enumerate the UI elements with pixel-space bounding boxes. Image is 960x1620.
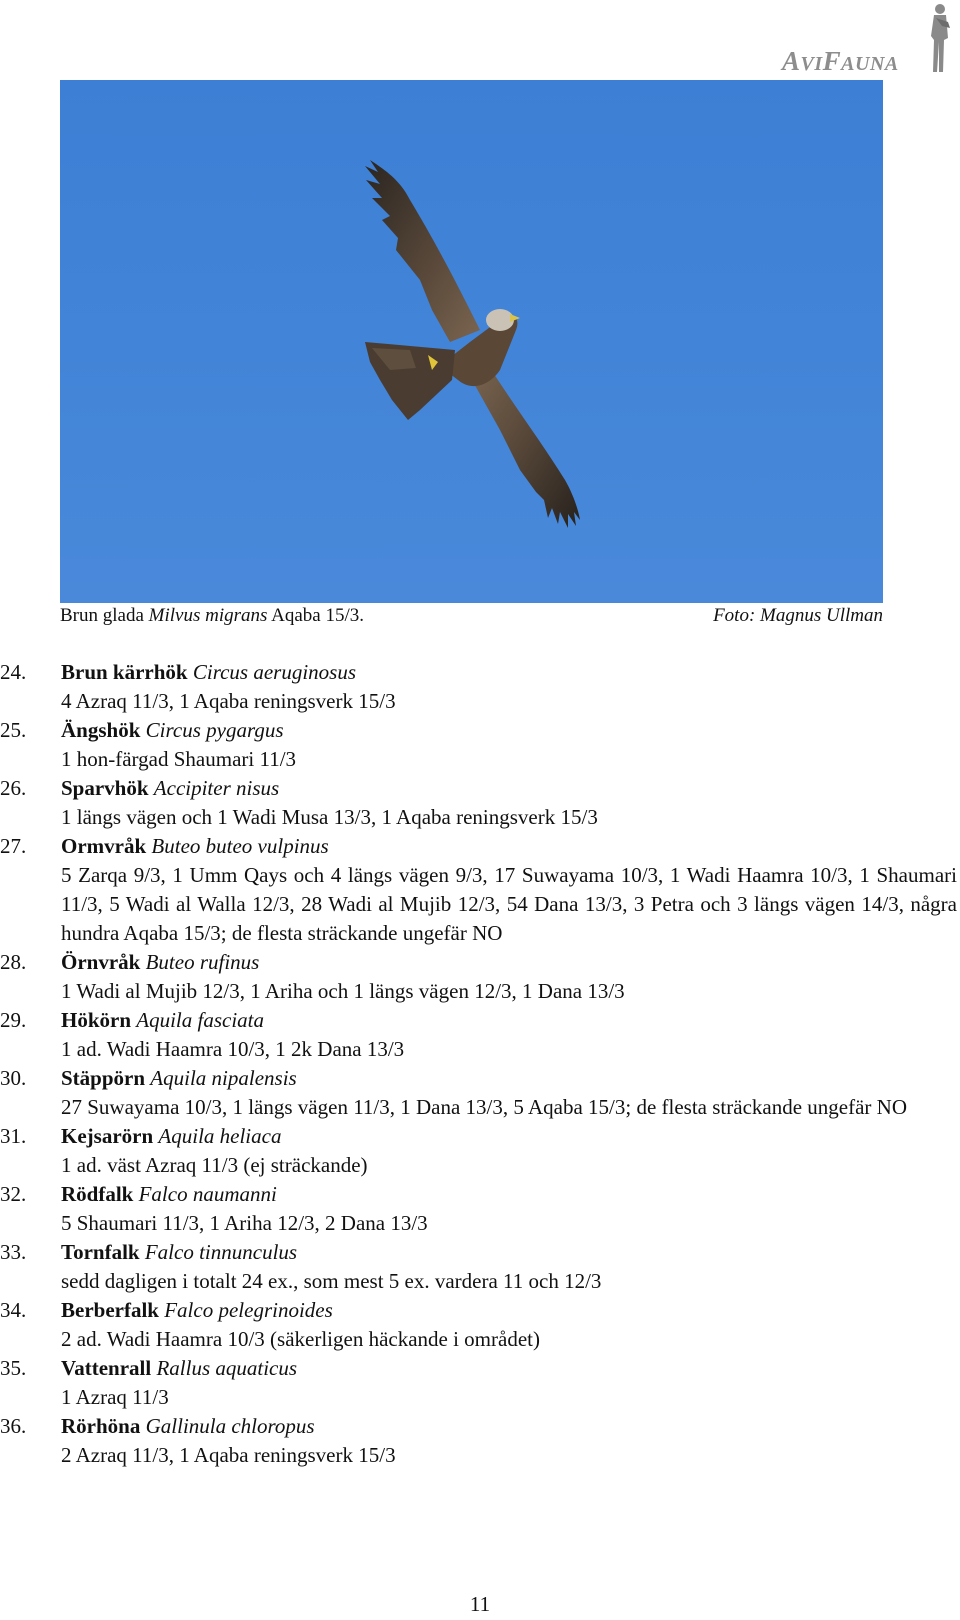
species-number: 36. <box>0 1414 27 1438</box>
birdwatcher-figure-icon <box>928 2 952 74</box>
species-body <box>61 1296 957 1354</box>
species-name: Tornfalk <box>61 1240 140 1264</box>
species-entry <box>0 832 960 948</box>
species-body <box>61 1412 957 1470</box>
species-name: Vattenrall <box>61 1356 152 1380</box>
species-number: 35. <box>0 1356 27 1380</box>
species-scientific-name: Aquila fasciata <box>136 1008 265 1032</box>
species-entry <box>0 658 960 716</box>
species-name: Sparvhök <box>61 776 149 800</box>
species-entry <box>0 948 960 1006</box>
species-scientific-name: Accipiter nisus <box>153 776 280 800</box>
species-name: Rödfalk <box>61 1182 134 1206</box>
caption-scientific-name: Milvus migrans <box>148 605 268 626</box>
species-number: 34. <box>0 1298 27 1322</box>
caption-text <box>60 604 364 628</box>
species-entry <box>0 1238 960 1296</box>
species-body <box>61 1354 957 1412</box>
species-number: 29. <box>0 1008 27 1032</box>
species-body <box>61 1238 957 1296</box>
species-body <box>61 658 957 716</box>
species-entry <box>0 716 960 774</box>
species-observations: sedd dagligen i totalt 24 ex., som mest 5 ex. vardera 11 och 12/3 <box>61 1269 602 1293</box>
species-scientific-name: Buteo rufinus <box>145 950 260 974</box>
species-entry <box>0 1180 960 1238</box>
logo-letter-f: F <box>822 46 842 76</box>
page-number: 11 <box>469 1592 491 1616</box>
species-body <box>61 774 957 832</box>
species-body <box>61 948 957 1006</box>
species-name: Berberfalk <box>61 1298 159 1322</box>
species-scientific-name: Gallinula chloropus <box>145 1414 315 1438</box>
species-observations: 1 Azraq 11/3 <box>61 1385 169 1409</box>
species-entry <box>0 1412 960 1470</box>
species-entry <box>0 1296 960 1354</box>
species-name: Hökörn <box>61 1008 132 1032</box>
photo-caption <box>60 604 883 628</box>
logo-letter-a: A <box>782 46 801 76</box>
species-observations: 5 Zarqa 9/3, 1 Umm Qays och 4 längs vägen 9/3, 17 Suwayama 10/3, 1 Wadi Haamra 10/3, 1 Shaumari 11/3, 5 Wadi al Walla 12/3, 28 Wadi al Mujib 12/3, 54 Dana 13/3, 3 Petra och 3 längs vägen 14/3, några hundra Aqaba 15/3; de flesta sträckande ungefär NO <box>61 863 957 945</box>
species-body <box>61 1180 957 1238</box>
species-scientific-name: Falco naumanni <box>138 1182 277 1206</box>
species-entry <box>0 774 960 832</box>
species-number: 30. <box>0 1066 27 1090</box>
species-name: Örnvråk <box>61 950 141 974</box>
species-name: Ormvråk <box>61 834 147 858</box>
species-body <box>61 1122 957 1180</box>
species-number: 26. <box>0 776 27 800</box>
species-entry <box>0 1064 960 1122</box>
species-observations: 1 ad. Wadi Haamra 10/3, 1 2k Dana 13/3 <box>61 1037 405 1061</box>
species-list <box>0 658 960 1470</box>
species-scientific-name: Falco pelegrinoides <box>164 1298 333 1322</box>
species-entry <box>0 1122 960 1180</box>
species-name: Stäppörn <box>61 1066 146 1090</box>
species-number: 28. <box>0 950 27 974</box>
caption-location: Aqaba 15/3. <box>267 605 364 626</box>
species-scientific-name: Rallus aquaticus <box>156 1356 298 1380</box>
flying-black-kite-photo <box>60 80 883 603</box>
species-observations: 1 längs vägen och 1 Wadi Musa 13/3, 1 Aqaba reningsverk 15/3 <box>61 805 598 829</box>
photo-credit: Foto: Magnus Ullman <box>713 605 883 626</box>
species-name: Ängshök <box>61 718 141 742</box>
species-observations: 27 Suwayama 10/3, 1 längs vägen 11/3, 1 Dana 13/3, 5 Aqaba 15/3; de flesta sträckande ungefär NO <box>61 1095 907 1119</box>
species-observations: 1 hon-färgad Shaumari 11/3 <box>61 747 297 771</box>
species-number: 27. <box>0 834 27 858</box>
species-observations: 1 Wadi al Mujib 12/3, 1 Ariha och 1 längs vägen 12/3, 1 Dana 13/3 <box>61 979 625 1003</box>
species-observations: 2 ad. Wadi Haamra 10/3 (säkerligen häckande i området) <box>61 1327 540 1351</box>
species-entry <box>0 1354 960 1412</box>
logo-letters-auna: AUNA <box>841 53 899 75</box>
species-entry <box>0 1006 960 1064</box>
species-name: Rörhöna <box>61 1414 141 1438</box>
species-number: 32. <box>0 1182 27 1206</box>
avifauna-logo <box>782 2 952 76</box>
species-number: 24. <box>0 660 27 684</box>
species-scientific-name: Aquila nipalensis <box>150 1066 297 1090</box>
species-body <box>61 1064 957 1122</box>
caption-common-name: Brun glada <box>60 605 149 626</box>
species-scientific-name: Aquila heliaca <box>158 1124 282 1148</box>
species-scientific-name: Falco tinnunculus <box>144 1240 298 1264</box>
species-scientific-name: Buteo buteo vulpinus <box>151 834 329 858</box>
species-observations: 4 Azraq 11/3, 1 Aqaba reningsverk 15/3 <box>61 689 396 713</box>
species-observations: 1 ad. väst Azraq 11/3 (ej sträckande) <box>61 1153 368 1177</box>
species-observations: 2 Azraq 11/3, 1 Aqaba reningsverk 15/3 <box>61 1443 396 1467</box>
species-body <box>61 832 957 948</box>
species-name: Brun kärrhök <box>61 660 188 684</box>
species-body <box>61 716 957 774</box>
species-number: 33. <box>0 1240 27 1264</box>
species-number: 31. <box>0 1124 27 1148</box>
species-name: Kejsarörn <box>61 1124 154 1148</box>
species-body <box>61 1006 957 1064</box>
species-scientific-name: Circus aeruginosus <box>192 660 357 684</box>
species-scientific-name: Circus pygargus <box>145 718 284 742</box>
species-number: 25. <box>0 718 27 742</box>
logo-wordmark <box>782 46 899 77</box>
bird-photo <box>60 80 883 603</box>
species-observations: 5 Shaumari 11/3, 1 Ariha 12/3, 2 Dana 13/3 <box>61 1211 428 1235</box>
logo-letters-vi: VI <box>800 53 823 75</box>
